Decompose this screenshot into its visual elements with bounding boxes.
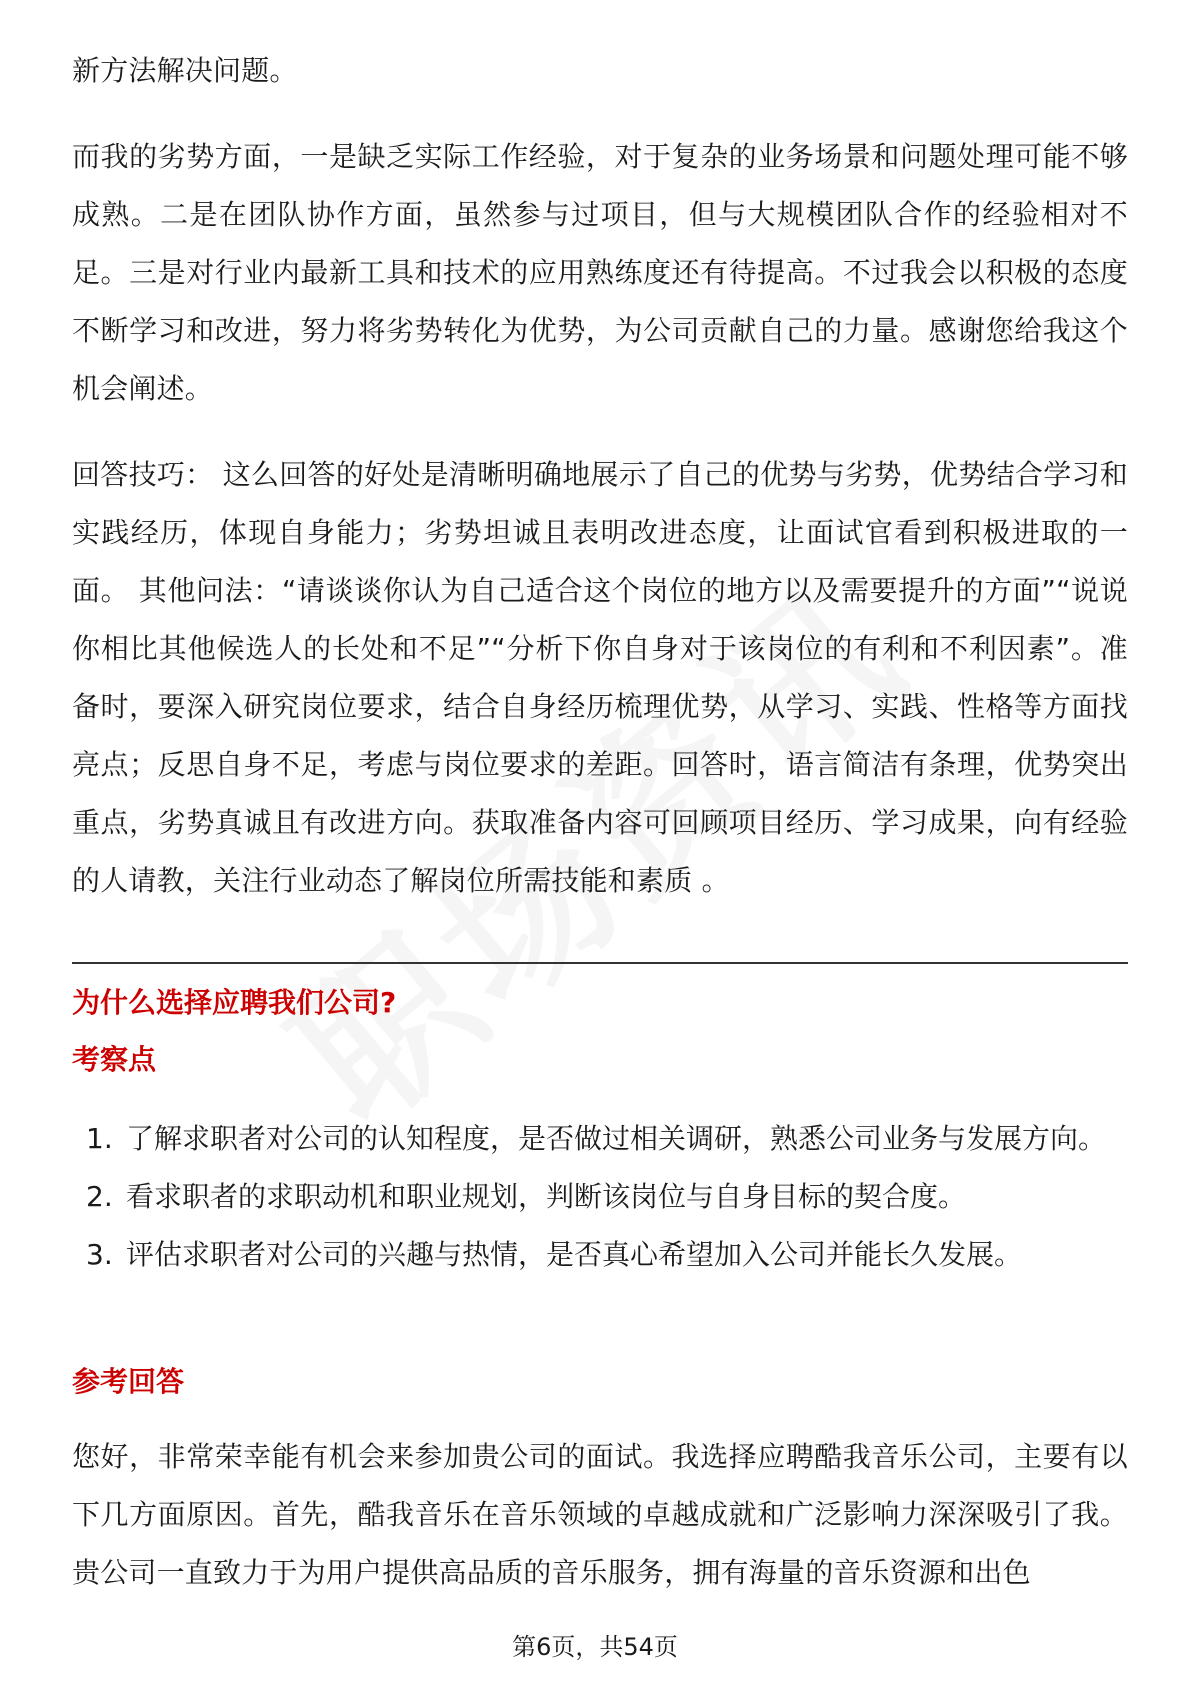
- list-item-text: 评估求职者对公司的兴趣与热情，是否真心希望加入公司并能长久发展。: [126, 1238, 1023, 1271]
- list-item: [72, 1168, 1128, 1226]
- section-divider: [72, 962, 1128, 964]
- question-title: 为什么选择应聘我们公司?: [72, 986, 397, 1019]
- assessment-points-label: 考察点: [72, 1043, 157, 1076]
- reference-answer-label: 参考回答: [72, 1365, 185, 1398]
- assessment-points-list: [72, 1110, 1128, 1284]
- list-item: [72, 1226, 1128, 1284]
- weakness-paragraph: 而我的劣势方面，一是缺乏实际工作经验，对于复杂的业务场景和问题处理可能不够成熟。二是在团队协作方面，虽然参与过项目，但与大规模团队合作的经验相对不足。三是对行业内最新工具和技术的应用熟练度还有待提高。不过我会以积极的态度不断学习和改进，努力将劣势转化为优势，为公司贡献自己的力量。感谢您给我这个机会阐述。: [72, 140, 1128, 405]
- list-item-text: 看求职者的求职动机和职业规划，判断该岗位与自身目标的契合度。: [126, 1180, 967, 1213]
- list-item-number: 3.: [86, 1238, 113, 1271]
- list-item-text: 了解求职者对公司的认知程度，是否做过相关调研，熟悉公司业务与发展方向。: [126, 1122, 1107, 1155]
- reference-answer-paragraph: 您好，非常荣幸能有机会来参加贵公司的面试。我选择应聘酷我音乐公司，主要有以下几方面原因。首先，酷我音乐在音乐领域的卓越成就和广泛影响力深深吸引了我。贵公司一直致力于为用户提供高品质的音乐服务，拥有海量的音乐资源和出色: [72, 1440, 1128, 1589]
- continuation-paragraph: 新方法解决问题。: [72, 54, 298, 87]
- document-page: [72, 0, 1128, 1684]
- answer-tips-paragraph: 回答技巧： 这么回答的好处是清晰明确地展示了自己的优势与劣势，优势结合学习和实践经历，体现自身能力；劣势坦诚且表明改进态度，让面试官看到积极进取的一面。 其他问法：“请谈谈你认为自己适合这个岗位的地方以及需要提升的方面”“说说你相比其他候选人的长处和不足”“分析下你自身对于该岗位的有利和不利因素”。准备时，要深入研究岗位要求，结合自身经历梳理优势，从学习、实践、性格等方面找亮点；反思自身不足，考虑与岗位要求的差距。回答时，语言简洁有条理，优势突出重点，劣势真诚且有改进方向。获取准备内容可回顾项目经历、学习成果，向有经验的人请教，关注行业动态了解岗位所需技能和素质 。: [72, 458, 1128, 897]
- page-number: 第6页，共54页: [512, 1633, 678, 1661]
- list-item-number: 1.: [86, 1122, 113, 1155]
- list-item-number: 2.: [86, 1180, 113, 1213]
- list-item: [72, 1110, 1128, 1168]
